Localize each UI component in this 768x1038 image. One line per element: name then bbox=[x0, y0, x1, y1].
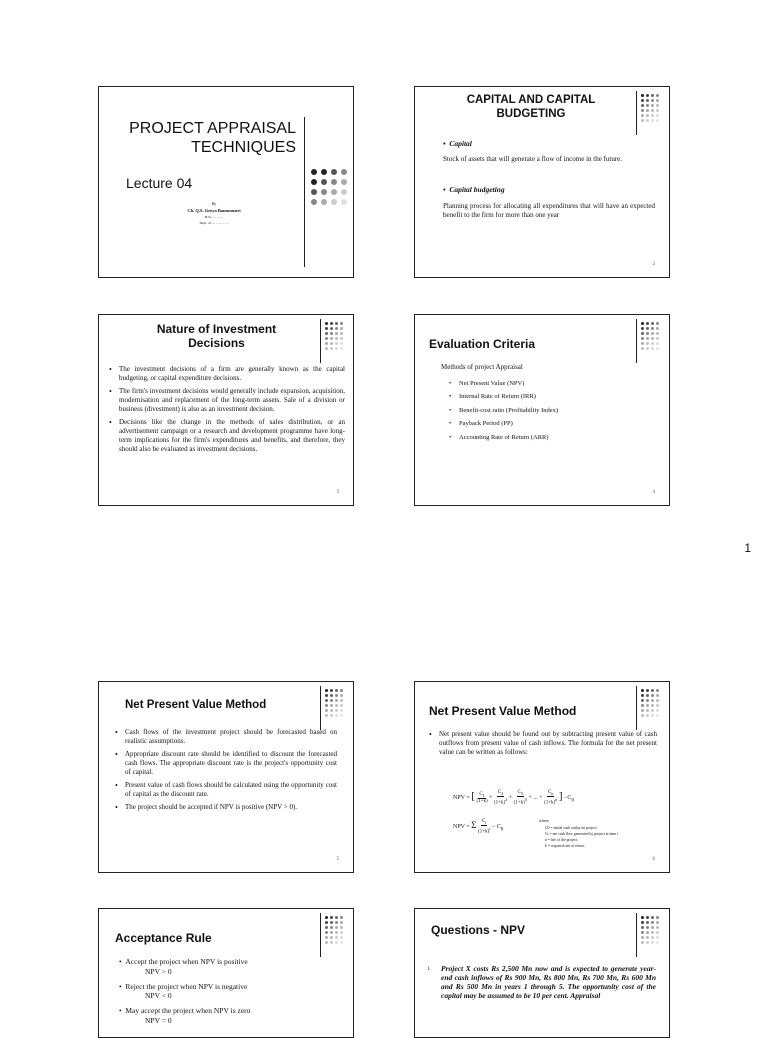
method-item: • Benefit-cost ratio (Profitability Index) bbox=[449, 407, 649, 415]
method-item: • Payback Period (PP) bbox=[449, 420, 649, 428]
method-item: • Net Present Value (NPV) bbox=[449, 380, 649, 388]
slide-acceptance-rule bbox=[98, 908, 354, 1038]
method-item: • Internal Rate of Return (IRR) bbox=[449, 393, 649, 401]
bullet-item: • Net present value should be found out by subtracting present value of cash outflows from present value of cash inflows. The formula for the net present value can be written as follows: bbox=[429, 730, 657, 757]
bullet-item: • Cash flows of the investment project should be forecasted based on realistic assumptions. bbox=[115, 728, 337, 746]
slide-questions-npv bbox=[414, 908, 670, 1038]
bullet-list bbox=[429, 730, 657, 761]
rule-item: • Accept the project when NPV is positive bbox=[119, 957, 248, 966]
slide-number: 3 bbox=[336, 490, 339, 495]
slide-npv-method-1 bbox=[98, 681, 354, 873]
dots-decoration bbox=[311, 169, 347, 205]
slide-nature-investment bbox=[98, 314, 354, 506]
divider-line bbox=[636, 913, 637, 957]
dots-decoration bbox=[641, 94, 659, 122]
dots-decoration bbox=[325, 322, 343, 350]
legend-line: k = required rate of return bbox=[545, 844, 585, 849]
slide-heading: Nature of Investment Decisions bbox=[156, 322, 277, 351]
methods-list bbox=[449, 380, 649, 447]
rule-item: • Reject the project when NPV is negative bbox=[119, 981, 248, 991]
author-dept: B.Sc. ... ... ... bbox=[204, 215, 224, 219]
divider-line bbox=[320, 319, 321, 363]
dots-decoration bbox=[325, 689, 343, 717]
legend-line: Ct = net cash flow generated by project at time t bbox=[545, 832, 619, 837]
npv-formula-1: NPV = [ $\frac{C_1}{(1+k)}$ + $\frac{C_2}{(1+k)^2}$ + $\frac{C_3}{(1+k)^3}$ + ... + $\frac{C_n}{(1+k)^n}$ ] $-C_0$ bbox=[453, 790, 574, 806]
slide-heading: Questions - NPV bbox=[431, 923, 526, 937]
author-affil: Dept. of ... ... ... ... ... bbox=[199, 221, 229, 225]
slide-number: 4 bbox=[652, 490, 655, 495]
slide-heading: Net Present Value Method bbox=[125, 699, 267, 711]
methods-intro: Methods of project Appraisal bbox=[441, 363, 523, 371]
method-item: • Accounting Rate of Return (ARR) bbox=[449, 434, 649, 442]
legend-line: n = life of the project bbox=[545, 838, 578, 843]
page-number: 1 bbox=[744, 541, 751, 555]
dots-decoration bbox=[641, 916, 659, 944]
lecture-label: Lecture 04 bbox=[126, 175, 193, 191]
legend-line: C0 = initial cash outlay on project bbox=[545, 826, 597, 830]
slide-heading: Net Present Value Method bbox=[429, 704, 577, 718]
divider-line bbox=[320, 913, 321, 957]
question-number: 1. bbox=[427, 967, 431, 972]
slide-heading: CAPITAL AND CAPITAL BUDGETING bbox=[466, 94, 596, 120]
formula-legend bbox=[545, 825, 618, 849]
rule-value: NPV < 0 bbox=[145, 991, 172, 1001]
para-capital-budgeting: Planning process for allocating all expenditures that will have an expected benefit to the firm for more than one year bbox=[443, 202, 655, 220]
slide-heading: Evaluation Criteria bbox=[429, 337, 536, 351]
slide-number: 5 bbox=[336, 857, 339, 862]
rule-value: NPV = 0 bbox=[145, 1015, 172, 1025]
bullet-item: • Appropriate discount rate should be identified to discount the forecasted cash flows. The appropriate discount rate is the project's opportunity cost of capital. bbox=[115, 750, 337, 777]
slide-number: 2 bbox=[652, 262, 655, 267]
slide-evaluation-criteria bbox=[414, 314, 670, 506]
slide-number: 6 bbox=[652, 857, 655, 862]
bullet-list bbox=[109, 365, 345, 458]
rule-list bbox=[119, 957, 339, 1026]
divider-line bbox=[320, 686, 321, 730]
author-by: By bbox=[211, 201, 217, 206]
dots-decoration bbox=[641, 322, 659, 350]
formula-where: where bbox=[539, 818, 549, 823]
npv-formula-2: NPV = Σ $\frac{C_t}{(1+k)^t}$ − $C_0$ bbox=[453, 819, 504, 835]
slide-heading: Acceptance Rule bbox=[115, 931, 212, 945]
heading-capital: • Capital bbox=[443, 139, 472, 148]
bullet-item: • The project should be accepted if NPV is positive (NPV > 0). bbox=[115, 803, 337, 812]
bullet-item: • The firm's investment decisions would generally include expansion, acquisition, modernisation and replacement of the long-term assets. Sale of a division or business (divestment) is also as an investment decision. bbox=[109, 387, 345, 414]
heading-capital-budgeting: • Capital budgeting bbox=[443, 185, 505, 194]
author-name: Ch. Q.S. Geeya Bamunusiri bbox=[187, 208, 241, 213]
bullet-item: • Present value of cash flows should be calculated using the opportunity cost of capital as the discount rate. bbox=[115, 781, 337, 799]
slide-npv-method-2 bbox=[414, 681, 670, 873]
rule-value: NPV > 0 bbox=[145, 966, 172, 976]
dots-decoration bbox=[641, 689, 659, 717]
divider-line bbox=[636, 686, 637, 730]
divider-line bbox=[636, 91, 637, 135]
dots-decoration bbox=[325, 916, 343, 944]
slide-title-heading: PROJECT APPRAISAL TECHNIQUES bbox=[129, 120, 296, 157]
slide-capital-budgeting bbox=[414, 86, 670, 278]
bullet-item: • The investment decisions of a firm are generally known as the capital budgeting, or capital expenditure decisions. bbox=[109, 365, 345, 383]
para-capital: Stock of assets that will generate a flow of income in the future. bbox=[443, 155, 623, 163]
divider-line bbox=[304, 117, 305, 267]
question-text: Project X costs Rs 2,500 Mn now and is expected to generate year-end cash inflows of Rs 900 Mn, Rs 800 Mn, Rs 700 Mn, Rs 600 Mn and Rs 500 Mn in years 1 through 5. The opportunity cost of the capital may be assumed to be 10 per cent. Appraisal bbox=[441, 964, 656, 1000]
slide-title bbox=[98, 86, 354, 278]
rule-item: • May accept the project when NPV is zero bbox=[119, 1006, 251, 1015]
divider-line bbox=[636, 319, 637, 363]
bullet-item: • Decisions like the change in the methods of sales distribution, or an advertisement campaign or a research and development programme have long-term implications for the firm's expenditures and benefits, and therefore, they should also be evaluated as investment decisions. bbox=[109, 418, 345, 454]
bullet-list bbox=[115, 728, 337, 816]
